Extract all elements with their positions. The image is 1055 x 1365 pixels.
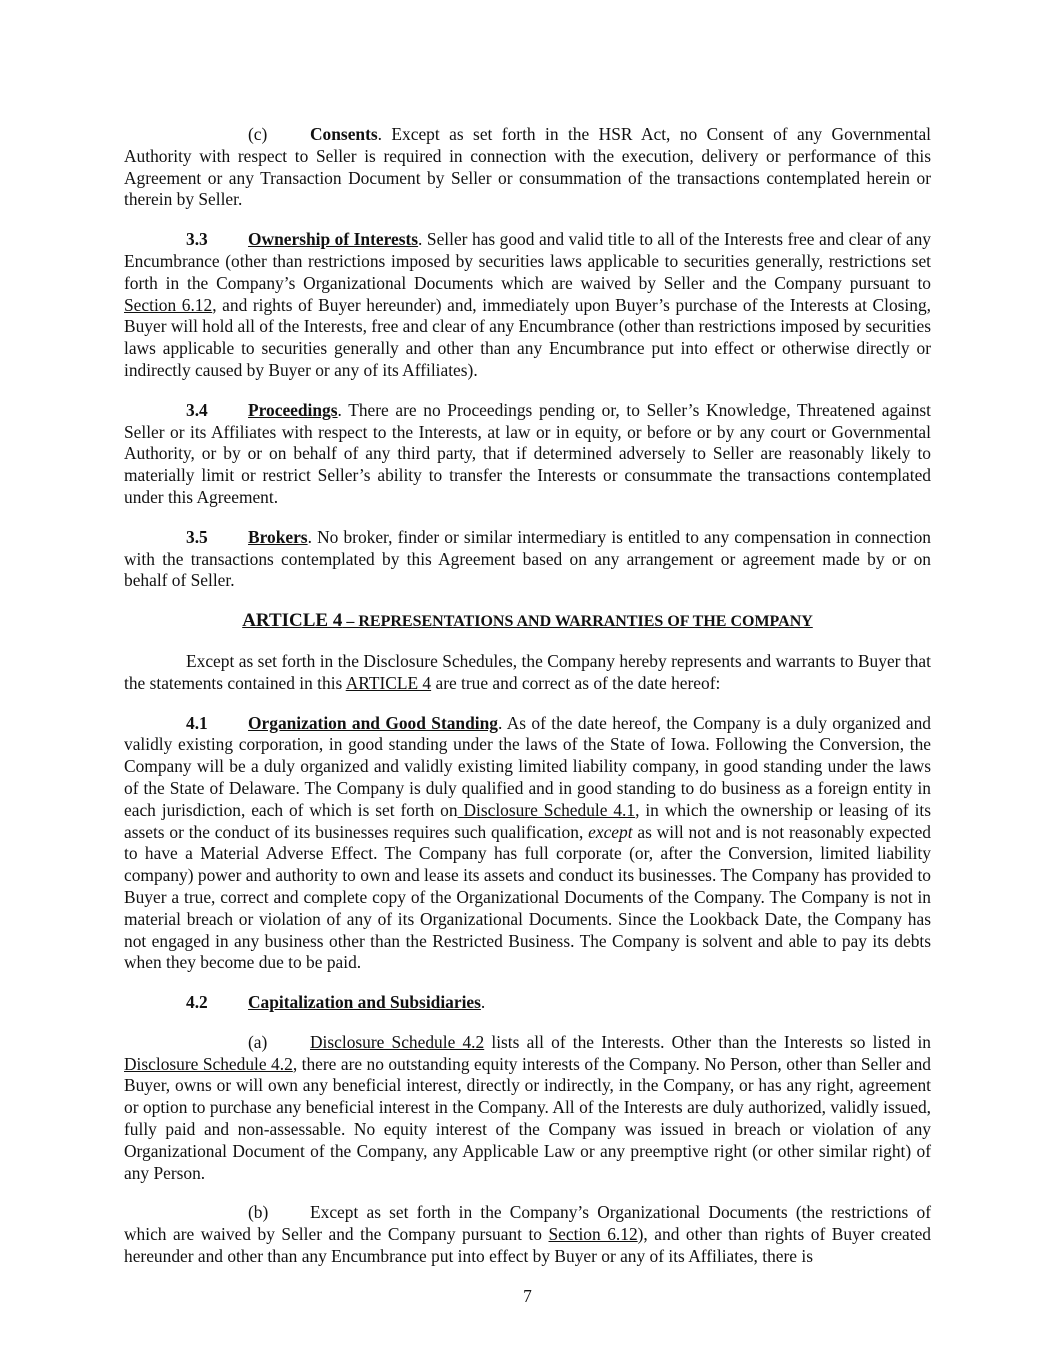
section-number: 3.3 (186, 229, 208, 250)
cross-reference-link[interactable]: ARTICLE 4 (345, 672, 432, 693)
section-heading: Brokers (248, 526, 308, 547)
section-heading: Organization and Good Standing (248, 712, 498, 733)
section-4-2-b (124, 1202, 931, 1267)
paragraph-text: . Except as set forth in the HSR Act, no Consent of any Governmental Authority with respect to Seller is required in connection with the execution, delivery or performance of this Agreement or any Transaction Document by Seller or consummation of the transactions contemplated herein or therein by Seller. (124, 124, 931, 210)
paragraph-text: , in which the ownership or leasing of its assets or the conduct of its businesses requires such qualification, (124, 799, 932, 842)
section-number: 3.4 (186, 399, 208, 420)
section-4-1 (124, 713, 931, 975)
paragraph-text: ), and other than rights of Buyer created hereunder and other than any Encumbrance put into effect by Buyer or any of its Affiliates, there is (124, 1224, 931, 1267)
section-3-4 (124, 400, 931, 509)
italic-term: except (588, 821, 633, 842)
article-title: – REPRESENTATIONS AND WARRANTIES OF THE COMPANY (342, 613, 813, 631)
cross-reference-link[interactable]: Disclosure Schedule 4.2 (310, 1031, 485, 1052)
section-heading: Proceedings (248, 399, 338, 420)
paragraph-text: . Seller has good and valid title to all of the Interests free and clear of any Encumbrance (other than restrictions imposed by securities laws applicable to securities generally, restrictions set forth in the Company’s Organizational Documents which are waived by Seller and the Company pursuant to (124, 229, 931, 293)
section-3-3 (124, 229, 931, 382)
cross-reference-link[interactable]: Disclosure Schedule 4.2 (124, 1053, 293, 1074)
paragraph-text: lists all of the Interests. Other than the Interests so listed in (484, 1031, 931, 1052)
section-number: 4.1 (186, 712, 208, 733)
paragraph-text: Except as set forth in the Disclosure Schedules, the Company hereby represents and warrants to Buyer that the statements contained in this (124, 650, 931, 693)
paragraph-text: , and rights of Buyer hereunder) and, immediately upon Buyer’s purchase of the Interests at Closing, Buyer will hold all of the Interests, free and clear of any Encumbrance (other than restrictions imposed by securities laws applicable to securities generally and other than any Encumbrance put into effect or otherwise directly or indirectly caused by Buyer or any of its Affiliates). (124, 294, 931, 380)
cross-reference-link[interactable]: Disclosure Schedule 4.1 (457, 799, 636, 820)
cross-reference-link[interactable]: Section 6.12 (124, 294, 213, 315)
section-number: 4.2 (186, 992, 208, 1013)
paragraph-text: . (480, 992, 486, 1013)
subsection-heading: Consents (310, 124, 378, 144)
paragraph-text: Except as set forth in the Company’s Organizational Documents (the restrictions of which are waived by Seller and the Company pursuant to (124, 1202, 931, 1245)
article-number: ARTICLE 4 (242, 610, 343, 632)
paragraph-c-consents (124, 124, 931, 211)
section-number: 3.5 (186, 526, 208, 547)
paragraph-text: are true and correct as of the date hereof: (431, 672, 721, 693)
subsection-label: (c) (248, 124, 268, 144)
paragraph-text: . As of the date hereof, the Company is a duly organized and validly existing corporation, in good standing under the laws of the State of Iowa. Following the Conversion, the Company will be a duly organized and validly existing limited liability company, in good standing under the laws of the State of Delaware. The Company is duly qualified and in good standing to do business as a foreign entity in each jurisdiction, each of which is set forth on (124, 712, 932, 820)
section-4-2 (124, 992, 931, 1014)
cross-reference-link[interactable]: Section 6.12 (548, 1224, 638, 1245)
subsection-label: (b) (248, 1202, 269, 1223)
page-number: 7 (523, 1286, 532, 1306)
section-4-2-a (124, 1032, 931, 1185)
paragraph-text: . No broker, finder or similar intermediary is entitled to any compensation in connection with the transactions contemplated by this Agreement based on any arrangement or agreement made by or on behalf of Seller. (124, 526, 931, 591)
paragraph-text: . There are no Proceedings pending or, to Seller’s Knowledge, Threatened against Seller or its Affiliates with respect to the Interests, at law or in equity, or before or by any court or Governmental Authority, or by or on behalf of any third party, that if determined adversely to Seller are reasonably likely to materially limit or restrict Seller’s ability to transfer the Interests or consummate the transactions contemplated under this Agreement. (124, 399, 931, 507)
article-4-heading (124, 610, 931, 633)
paragraph-text: , there are no outstanding equity interests of the Company. No Person, other than Seller and Buyer, owns or will own any beneficial interest, directly or indirectly, in the Company, or has any right, agreement or option to purchase any beneficial interest in the Company. All of the Interests are duly authorized, validly issued, fully paid and non-assessable. No equity interest of the Company was issued in breach or violation of any Organizational Document of the Company, any Applicable Law or any preemptive right (or other similar right) of any Person. (124, 1053, 931, 1183)
article-4-intro (124, 651, 931, 695)
paragraph-text: as will not and is not reasonably expected to have a Material Adverse Effect. The Company has full corporate (or, after the Conversion, limited liability company) power and authority to own and lease its assets and conduct its businesses. The Company has provided to Buyer a true, correct and complete copy of the Organizational Documents of the Company. The Company is not in material breach or violation of any of its Organizational Documents. Since the Lookback Date, the Company has not engaged in any business other than the Restricted Business. The Company is solvent and able to pay its debts when they become due to be paid. (124, 821, 931, 973)
document-page (124, 124, 931, 1286)
subsection-label: (a) (248, 1031, 268, 1052)
section-heading: Ownership of Interests (248, 229, 419, 250)
section-3-5 (124, 527, 931, 592)
section-heading: Capitalization and Subsidiaries (248, 992, 481, 1013)
